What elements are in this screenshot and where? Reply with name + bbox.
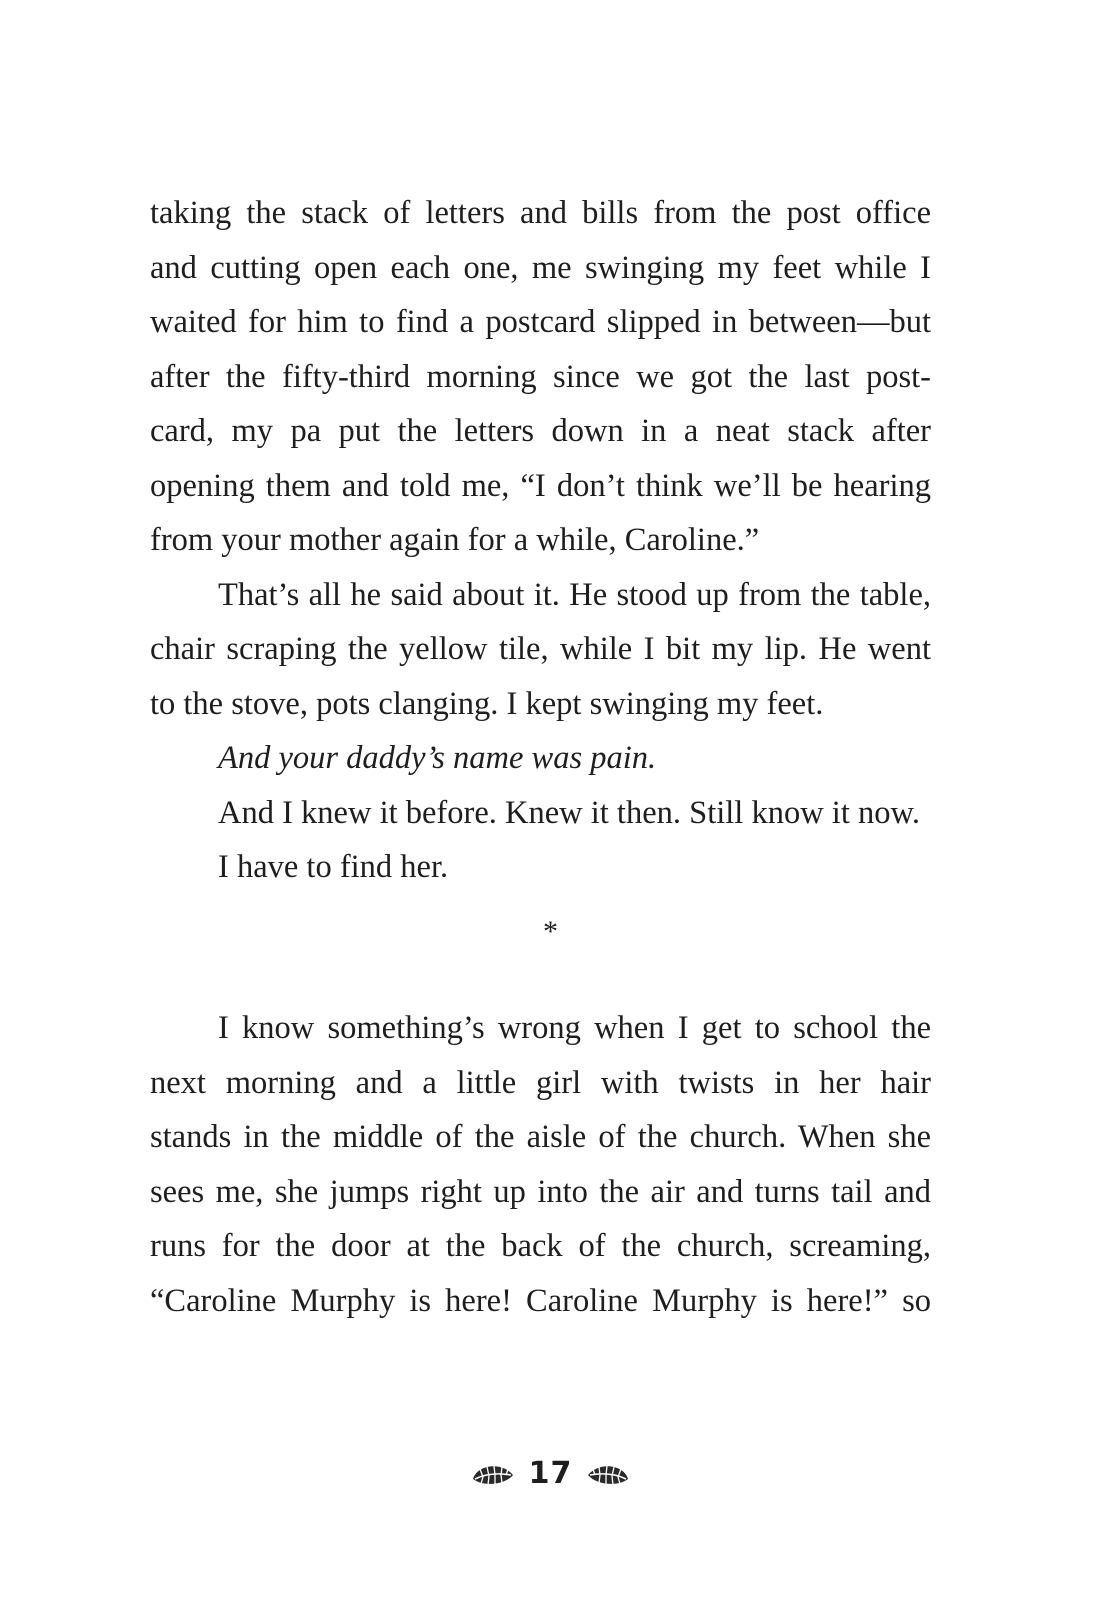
- page-footer: [0, 1452, 1101, 1496]
- paragraph-start-line: And I knew it before. Knew it then. Still know it now.: [218, 794, 920, 831]
- leaf-ornament-icon: [586, 1459, 630, 1489]
- text-line: runs for the door at the back of the church, screaming,: [150, 1228, 931, 1264]
- text-line: to the stove, pots clanging. I kept swinging my feet.: [150, 685, 824, 722]
- italic-quote-line: And your daddy’s name was pain.: [218, 740, 657, 776]
- text-line: opening them and told me, “I don’t think we’ll be hearing: [150, 467, 931, 504]
- text-line: from your mother again for a while, Caroline.”: [150, 522, 760, 558]
- text-line: after the fifty-third morning since we got the last post-: [150, 358, 931, 395]
- paragraph-start-line: I have to find her.: [218, 849, 449, 885]
- page-number: 17: [528, 1456, 573, 1491]
- body-text-bottom: [150, 1001, 931, 1328]
- scene-break-asterisk: *: [543, 915, 558, 948]
- paragraph-start-line: I know something’s wrong when I get to school the: [218, 1010, 931, 1046]
- text-line: sees me, she jumps right up into the air and turns tail and: [150, 1173, 931, 1210]
- text-line: card, my pa put the letters down in a neat stack after: [150, 413, 931, 449]
- body-text-top: [150, 186, 931, 895]
- text-line: “Caroline Murphy is here! Caroline Murphy is here!” so: [150, 1282, 931, 1319]
- text-line: and cutting open each one, me swinging my feet while I: [150, 249, 931, 286]
- text-line: stands in the middle of the aisle of the church. When she: [150, 1119, 931, 1155]
- text-line: taking the stack of letters and bills from the post office: [150, 195, 931, 231]
- paragraph-start-line: That’s all he said about it. He stood up from the table,: [218, 576, 931, 613]
- text-line: waited for him to find a postcard slipped in between—but: [150, 304, 931, 340]
- text-line: next morning and a little girl with twists in her hair: [150, 1064, 931, 1101]
- leaf-ornament-icon: [471, 1459, 515, 1489]
- text-line: chair scraping the yellow tile, while I bit my lip. He went: [150, 631, 931, 667]
